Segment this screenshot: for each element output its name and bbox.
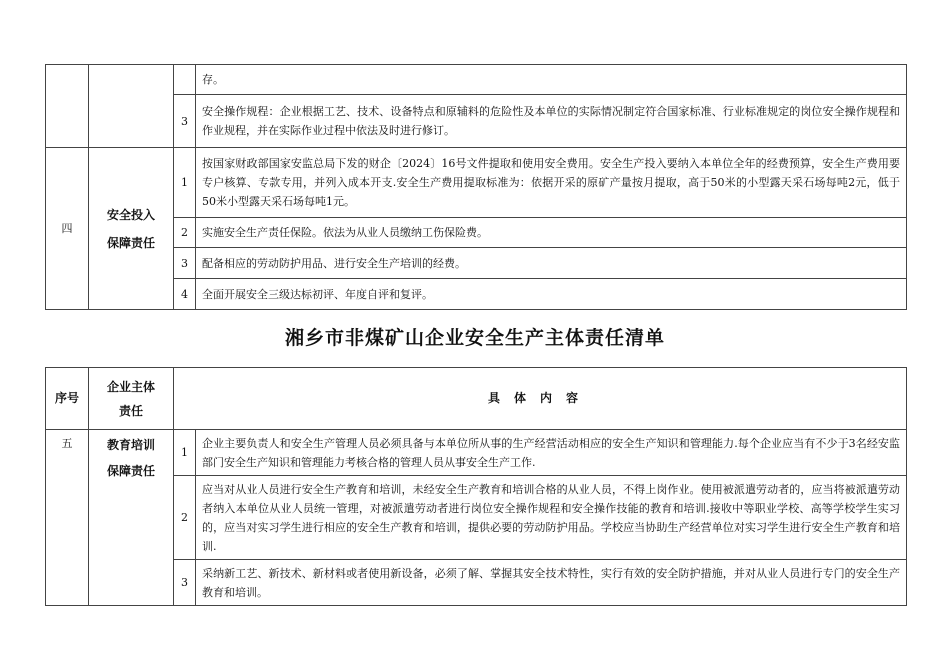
table-header (46, 368, 907, 430)
header-responsibility: 企业主体责任 (89, 368, 174, 430)
item-content: 按国家财政部国家安监总局下发的财企〔2024〕16号文件提取和使用安全费用。安全生产投入要纳入本单位全年的经费预算，安全生产费用要专户核算、专款专用，并列入成本开支.安全生产费用提取标准为：依据开采的原矿产量按月提取，高于50米的小型露天采石场每吨2元，低于50米小型露天采石场每吨1元。 (196, 148, 907, 218)
item-number: 3 (174, 95, 196, 148)
responsibility-table-continued (45, 64, 907, 310)
responsibility-cell (89, 65, 174, 148)
table-row (46, 218, 907, 248)
table-row (46, 95, 907, 148)
item-content: 采纳新工艺、新技术、新材料或者使用新设备，必须了解、掌握其安全技术特性，实行有效的安全防护措施，并对从业人员进行专门的安全生产教育和培训。 (196, 560, 907, 606)
item-content: 存。 (196, 65, 907, 95)
table-row (46, 476, 907, 560)
item-content: 配备相应的劳动防护用品、进行安全生产培训的经费。 (196, 248, 907, 279)
responsibility-table (45, 367, 907, 606)
table-row (46, 279, 907, 310)
item-number: 3 (174, 560, 196, 606)
item-number: 1 (174, 148, 196, 218)
section-responsibility: 教育培训保障责任 (89, 430, 174, 606)
table-row (46, 248, 907, 279)
item-number (174, 65, 196, 95)
seq-cell (46, 65, 89, 148)
table-row (46, 430, 907, 476)
item-content: 应当对从业人员进行安全生产教育和培训，未经安全生产教育和培训合格的从业人员，不得上岗作业。使用被派遣劳动者的，应当将被派遣劳动者纳入本单位从业人员统一管理，对被派遣劳动者进行岗位安全操作规程和安全操作技能的教育和培训.接收中等职业学校、高等学校学生实习的，应当对实习学生进行相应的安全生产教育和培训，提供必要的劳动防护用品。学校应当协助生产经营单位对实习学生进行安全生产教育和培训. (196, 476, 907, 560)
item-content: 全面开展安全三级达标初评、年度自评和复评。 (196, 279, 907, 310)
header-seq: 序号 (46, 368, 89, 430)
header-content: 具体内容 (174, 368, 907, 430)
table-row (46, 560, 907, 606)
table-row (46, 65, 907, 95)
page-title: 湘乡市非煤矿山企业安全生产主体责任清单 (284, 327, 665, 349)
section-number: 四 (46, 148, 89, 310)
item-number: 2 (174, 476, 196, 560)
item-number: 3 (174, 248, 196, 279)
table-row (46, 148, 907, 218)
item-number: 2 (174, 218, 196, 248)
section-number: 五 (46, 430, 89, 606)
item-content: 实施安全生产责任保险。依法为从业人员缴纳工伤保险费。 (196, 218, 907, 248)
item-number: 4 (174, 279, 196, 310)
section-responsibility: 安全投入保障责任 (89, 148, 174, 310)
item-content: 企业主要负责人和安全生产管理人员必须具备与本单位所从事的生产经营活动相应的安全生产知识和管理能力.每个企业应当有不少于3名经安监部门安全生产知识和管理能力考核合格的管理人员从事安全生产工作. (196, 430, 907, 476)
item-number: 1 (174, 430, 196, 476)
item-content: 安全操作规程：企业根据工艺、技术、设备特点和原辅料的危险性及本单位的实际情况制定符合国家标准、行业标准规定的岗位安全操作规程和作业规程，并在实际作业过程中依法及时进行修订。 (196, 95, 907, 148)
